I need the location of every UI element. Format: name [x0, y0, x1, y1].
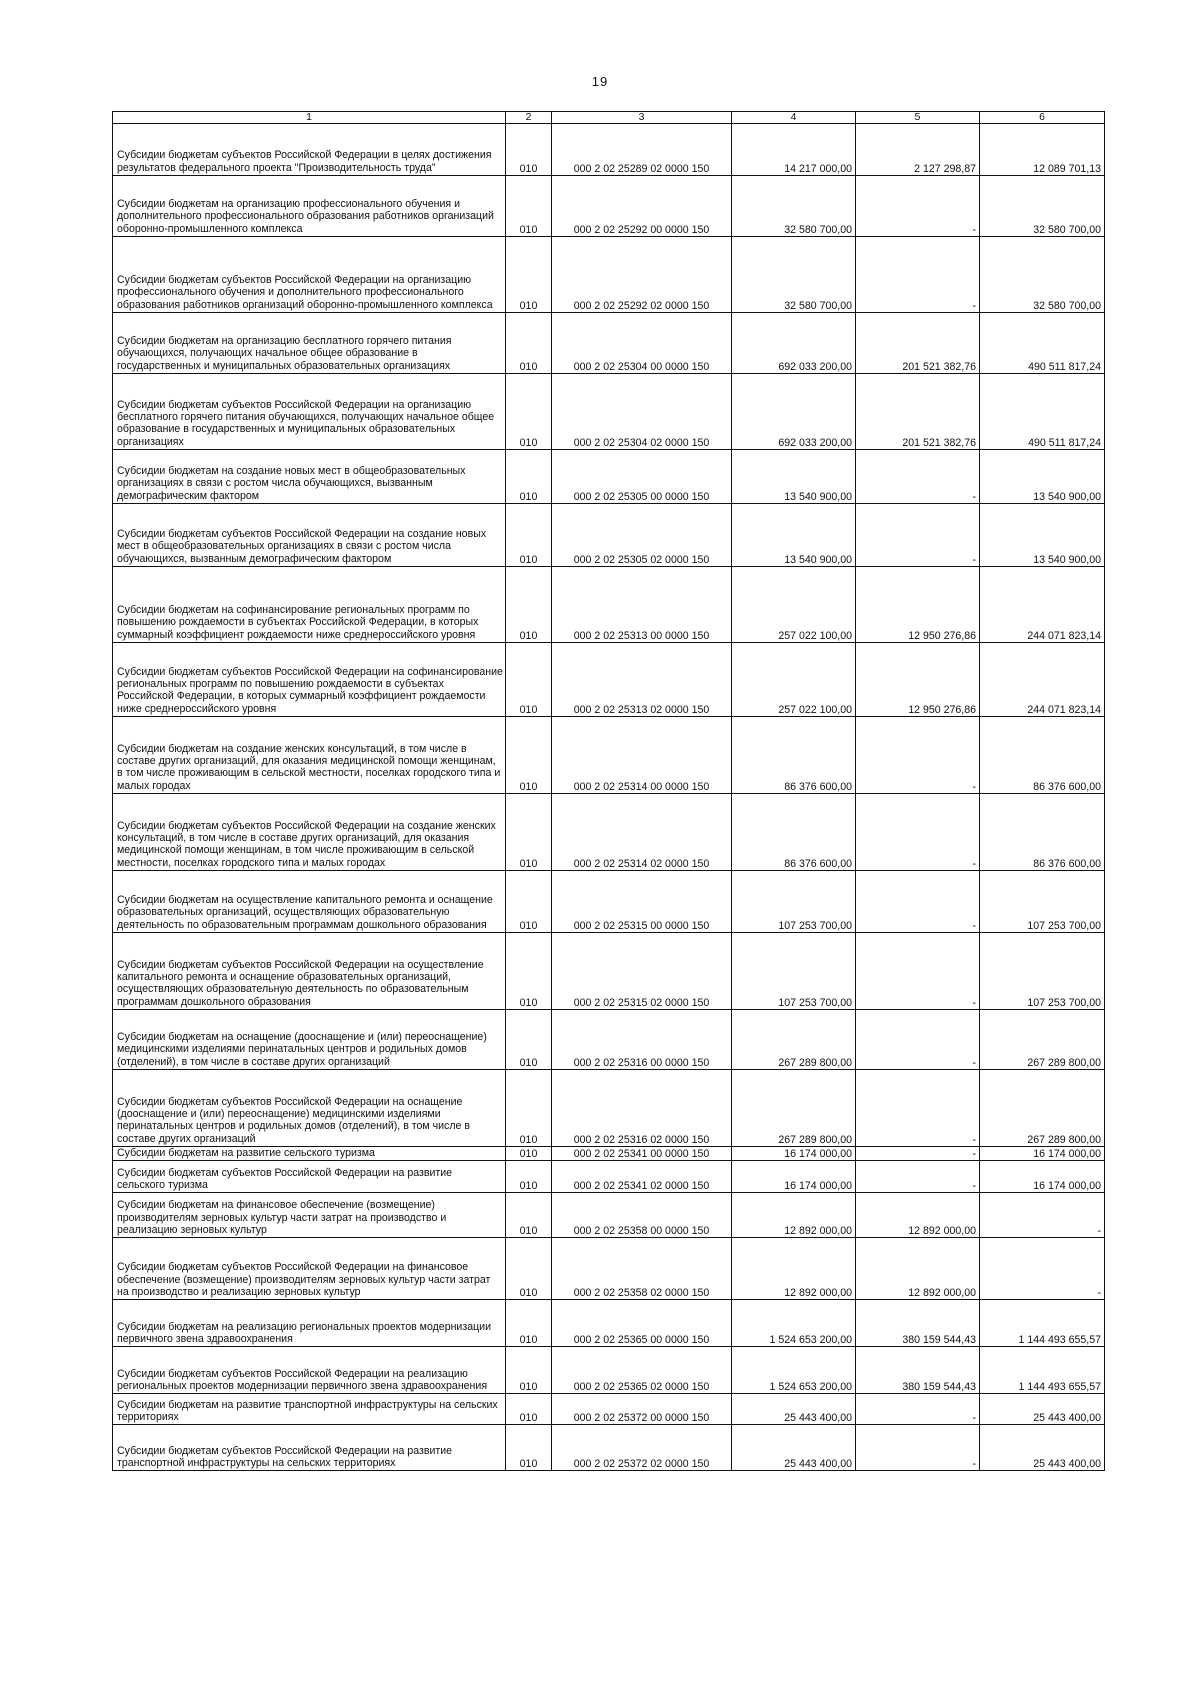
income-name-cell: Субсидии бюджетам субъектов Российской Федерации в целях достижения результатов федерального проекта "Производительность труда"	[113, 124, 506, 176]
table-row	[113, 313, 1105, 374]
income-name-cell: Субсидии бюджетам субъектов Российской Федерации на создание женских консультаций, в том числе в составе других организаций, для оказания медицинской помощи женщинам, в том числе проживающим в сельской местности, поселках городского типа и малых городах	[113, 794, 506, 871]
remaining-amount-cell: -	[980, 1193, 1105, 1238]
approved-amount-cell: 267 289 800,00	[732, 1010, 856, 1070]
classification-code-cell: 000 2 02 25313 02 0000 150	[552, 643, 732, 717]
classification-code-cell: 000 2 02 25358 00 0000 150	[552, 1193, 732, 1238]
remaining-amount-cell: -	[980, 1238, 1105, 1300]
line-code-cell: 010	[506, 1193, 552, 1238]
line-code-cell: 010	[506, 1394, 552, 1425]
line-code-cell: 010	[506, 1010, 552, 1070]
approved-amount-cell: 13 540 900,00	[732, 450, 856, 504]
classification-code-cell: 000 2 02 25305 00 0000 150	[552, 450, 732, 504]
table-row	[113, 1193, 1105, 1238]
classification-code-cell: 000 2 02 25341 00 0000 150	[552, 1147, 732, 1161]
table-row	[113, 450, 1105, 504]
income-name-cell: Субсидии бюджетам на организацию профессионального обучения и дополнительного профессионального образования работников организаций оборонно-промышленного комплекса	[113, 176, 506, 237]
income-name-cell: Субсидии бюджетам на финансовое обеспечение (возмещение) производителям зерновых культур части затрат на производство и реализацию зерновых культур	[113, 1193, 506, 1238]
approved-amount-cell: 16 174 000,00	[732, 1147, 856, 1161]
remaining-amount-cell: 32 580 700,00	[980, 237, 1105, 313]
executed-amount-cell: -	[856, 176, 980, 237]
executed-amount-cell: -	[856, 1425, 980, 1471]
column-header-2: 2	[506, 112, 552, 124]
remaining-amount-cell: 107 253 700,00	[980, 933, 1105, 1010]
table-row	[113, 643, 1105, 717]
line-code-cell: 010	[506, 313, 552, 374]
column-header-5: 5	[856, 112, 980, 124]
remaining-amount-cell: 244 071 823,14	[980, 643, 1105, 717]
classification-code-cell: 000 2 02 25372 00 0000 150	[552, 1394, 732, 1425]
classification-code-cell: 000 2 02 25341 02 0000 150	[552, 1161, 732, 1193]
column-header-1: 1	[113, 112, 506, 124]
line-code-cell: 010	[506, 124, 552, 176]
table-row	[113, 504, 1105, 567]
line-code-cell: 010	[506, 504, 552, 567]
approved-amount-cell: 692 033 200,00	[732, 374, 856, 450]
income-name-cell: Субсидии бюджетам на организацию бесплатного горячего питания обучающихся, получающих начальное общее образование в государственных и муниципальных образовательных организациях	[113, 313, 506, 374]
approved-amount-cell: 32 580 700,00	[732, 176, 856, 237]
table-row	[113, 567, 1105, 643]
income-name-cell: Субсидии бюджетам на создание новых мест в общеобразовательных организациях в связи с ростом числа обучающихся, вызванным демографическим фактором	[113, 450, 506, 504]
table-row	[113, 124, 1105, 176]
approved-amount-cell: 25 443 400,00	[732, 1425, 856, 1471]
table-row	[113, 1161, 1105, 1193]
approved-amount-cell: 86 376 600,00	[732, 794, 856, 871]
approved-amount-cell: 692 033 200,00	[732, 313, 856, 374]
executed-amount-cell: 201 521 382,76	[856, 374, 980, 450]
table-row	[113, 1147, 1105, 1161]
line-code-cell: 010	[506, 794, 552, 871]
line-code-cell: 010	[506, 643, 552, 717]
column-header-3: 3	[552, 112, 732, 124]
table-row	[113, 237, 1105, 313]
approved-amount-cell: 12 892 000,00	[732, 1193, 856, 1238]
approved-amount-cell: 86 376 600,00	[732, 717, 856, 794]
income-name-cell: Субсидии бюджетам субъектов Российской Федерации на осуществление капитального ремонта и оснащение образовательных организаций, осуществляющих образовательную деятельность по образовательным программам дошкольного образования	[113, 933, 506, 1010]
table-row	[113, 933, 1105, 1010]
classification-code-cell: 000 2 02 25314 02 0000 150	[552, 794, 732, 871]
remaining-amount-cell: 490 511 817,24	[980, 374, 1105, 450]
classification-code-cell: 000 2 02 25316 02 0000 150	[552, 1070, 732, 1147]
table-row	[113, 1394, 1105, 1425]
table-row	[113, 1010, 1105, 1070]
line-code-cell: 010	[506, 567, 552, 643]
approved-amount-cell: 107 253 700,00	[732, 871, 856, 933]
executed-amount-cell: -	[856, 871, 980, 933]
income-name-cell: Субсидии бюджетам субъектов Российской Федерации на оснащение (дооснащение и (или) переоснащение) медицинскими изделиями перинатальных центров и родильных домов (отделений), в том числе в составе других организаций	[113, 1070, 506, 1147]
income-name-cell: Субсидии бюджетам субъектов Российской Федерации на финансовое обеспечение (возмещение) производителям зерновых культур части затрат на производство и реализацию зерновых культур	[113, 1238, 506, 1300]
approved-amount-cell: 12 892 000,00	[732, 1238, 856, 1300]
executed-amount-cell: 12 892 000,00	[856, 1193, 980, 1238]
income-name-cell: Субсидии бюджетам на развитие сельского туризма	[113, 1147, 506, 1161]
remaining-amount-cell: 107 253 700,00	[980, 871, 1105, 933]
income-name-cell: Субсидии бюджетам субъектов Российской Федерации на развитие транспортной инфраструктуры на сельских территориях	[113, 1425, 506, 1471]
table-row	[113, 1347, 1105, 1394]
line-code-cell: 010	[506, 374, 552, 450]
classification-code-cell: 000 2 02 25289 02 0000 150	[552, 124, 732, 176]
income-name-cell: Субсидии бюджетам субъектов Российской Федерации на организацию профессионального обучения и дополнительного профессионального образования работников организаций оборонно-промышленного комплекса	[113, 237, 506, 313]
executed-amount-cell: 380 159 544,43	[856, 1300, 980, 1347]
classification-code-cell: 000 2 02 25305 02 0000 150	[552, 504, 732, 567]
executed-amount-cell: -	[856, 1147, 980, 1161]
table-row	[113, 794, 1105, 871]
approved-amount-cell: 257 022 100,00	[732, 567, 856, 643]
line-code-cell: 010	[506, 1147, 552, 1161]
table-row	[113, 1425, 1105, 1471]
line-code-cell: 010	[506, 176, 552, 237]
table-row	[113, 717, 1105, 794]
page-number: 19	[591, 74, 609, 89]
classification-code-cell: 000 2 02 25372 02 0000 150	[552, 1425, 732, 1471]
income-name-cell: Субсидии бюджетам субъектов Российской Федерации на организацию бесплатного горячего питания обучающихся, получающих начальное общее образование в государственных и муниципальных образовательных организациях	[113, 374, 506, 450]
table-row	[113, 1300, 1105, 1347]
table-row	[113, 374, 1105, 450]
approved-amount-cell: 107 253 700,00	[732, 933, 856, 1010]
remaining-amount-cell: 16 174 000,00	[980, 1161, 1105, 1193]
approved-amount-cell: 14 217 000,00	[732, 124, 856, 176]
line-code-cell: 010	[506, 871, 552, 933]
column-number-header-row	[113, 112, 1105, 124]
executed-amount-cell: -	[856, 1070, 980, 1147]
approved-amount-cell: 1 524 653 200,00	[732, 1347, 856, 1394]
income-name-cell: Субсидии бюджетам на создание женских консультаций, в том числе в составе других организаций, для оказания медицинской помощи женщинам, в том числе проживающим в сельской местности, поселках городского типа и малых городах	[113, 717, 506, 794]
line-code-cell: 010	[506, 1425, 552, 1471]
classification-code-cell: 000 2 02 25314 00 0000 150	[552, 717, 732, 794]
approved-amount-cell: 32 580 700,00	[732, 237, 856, 313]
classification-code-cell: 000 2 02 25292 02 0000 150	[552, 237, 732, 313]
income-name-cell: Субсидии бюджетам на развитие транспортной инфраструктуры на сельских территориях	[113, 1394, 506, 1425]
executed-amount-cell: -	[856, 450, 980, 504]
remaining-amount-cell: 25 443 400,00	[980, 1425, 1105, 1471]
executed-amount-cell: 12 950 276,86	[856, 567, 980, 643]
income-name-cell: Субсидии бюджетам субъектов Российской Федерации на реализацию региональных проектов модернизации первичного звена здравоохранения	[113, 1347, 506, 1394]
classification-code-cell: 000 2 02 25304 00 0000 150	[552, 313, 732, 374]
classification-code-cell: 000 2 02 25358 02 0000 150	[552, 1238, 732, 1300]
line-code-cell: 010	[506, 1161, 552, 1193]
classification-code-cell: 000 2 02 25315 00 0000 150	[552, 871, 732, 933]
income-name-cell: Субсидии бюджетам на оснащение (дооснащение и (или) переоснащение) медицинскими изделиями перинатальных центров и родильных домов (отделений), в том числе в составе других организаций	[113, 1010, 506, 1070]
income-name-cell: Субсидии бюджетам на осуществление капитального ремонта и оснащение образовательных организаций, осуществляющих образовательную деятельность по образовательным программам дошкольного образования	[113, 871, 506, 933]
classification-code-cell: 000 2 02 25313 00 0000 150	[552, 567, 732, 643]
income-name-cell: Субсидии бюджетам субъектов Российской Федерации на софинансирование региональных программ по повышению рождаемости в субъектах Российской Федерации, в которых суммарный коэффициент рождаемости ниже среднероссийского уровня	[113, 643, 506, 717]
line-code-cell: 010	[506, 1347, 552, 1394]
line-code-cell: 010	[506, 717, 552, 794]
remaining-amount-cell: 12 089 701,13	[980, 124, 1105, 176]
classification-code-cell: 000 2 02 25315 02 0000 150	[552, 933, 732, 1010]
executed-amount-cell: 12 950 276,86	[856, 643, 980, 717]
executed-amount-cell: 2 127 298,87	[856, 124, 980, 176]
remaining-amount-cell: 16 174 000,00	[980, 1147, 1105, 1161]
executed-amount-cell: -	[856, 1394, 980, 1425]
table-row	[113, 176, 1105, 237]
approved-amount-cell: 267 289 800,00	[732, 1070, 856, 1147]
executed-amount-cell: -	[856, 504, 980, 567]
executed-amount-cell: -	[856, 933, 980, 1010]
classification-code-cell: 000 2 02 25365 00 0000 150	[552, 1300, 732, 1347]
column-header-6: 6	[980, 112, 1105, 124]
remaining-amount-cell: 1 144 493 655,57	[980, 1347, 1105, 1394]
executed-amount-cell: 201 521 382,76	[856, 313, 980, 374]
table-row	[113, 871, 1105, 933]
line-code-cell: 010	[506, 237, 552, 313]
executed-amount-cell: -	[856, 1161, 980, 1193]
remaining-amount-cell: 490 511 817,24	[980, 313, 1105, 374]
line-code-cell: 010	[506, 1238, 552, 1300]
executed-amount-cell: 380 159 544,43	[856, 1347, 980, 1394]
line-code-cell: 010	[506, 1300, 552, 1347]
remaining-amount-cell: 267 289 800,00	[980, 1070, 1105, 1147]
approved-amount-cell: 1 524 653 200,00	[732, 1300, 856, 1347]
executed-amount-cell: -	[856, 717, 980, 794]
remaining-amount-cell: 86 376 600,00	[980, 717, 1105, 794]
remaining-amount-cell: 86 376 600,00	[980, 794, 1105, 871]
remaining-amount-cell: 32 580 700,00	[980, 176, 1105, 237]
executed-amount-cell: -	[856, 794, 980, 871]
classification-code-cell: 000 2 02 25316 00 0000 150	[552, 1010, 732, 1070]
classification-code-cell: 000 2 02 25304 02 0000 150	[552, 374, 732, 450]
income-name-cell: Субсидии бюджетам на софинансирование региональных программ по повышению рождаемости в субъектах Российской Федерации, в которых суммарный коэффициент рождаемости ниже среднероссийского уровня	[113, 567, 506, 643]
executed-amount-cell: -	[856, 237, 980, 313]
approved-amount-cell: 257 022 100,00	[732, 643, 856, 717]
remaining-amount-cell: 25 443 400,00	[980, 1394, 1105, 1425]
approved-amount-cell: 25 443 400,00	[732, 1394, 856, 1425]
table-row	[113, 1070, 1105, 1147]
remaining-amount-cell: 1 144 493 655,57	[980, 1300, 1105, 1347]
income-name-cell: Субсидии бюджетам на реализацию региональных проектов модернизации первичного звена здравоохранения	[113, 1300, 506, 1347]
remaining-amount-cell: 267 289 800,00	[980, 1010, 1105, 1070]
executed-amount-cell: -	[856, 1010, 980, 1070]
remaining-amount-cell: 13 540 900,00	[980, 504, 1105, 567]
income-name-cell: Субсидии бюджетам субъектов Российской Федерации на развитие сельского туризма	[113, 1161, 506, 1193]
remaining-amount-cell: 13 540 900,00	[980, 450, 1105, 504]
line-code-cell: 010	[506, 1070, 552, 1147]
approved-amount-cell: 13 540 900,00	[732, 504, 856, 567]
budget-execution-table	[112, 111, 1105, 1471]
approved-amount-cell: 16 174 000,00	[732, 1161, 856, 1193]
income-name-cell: Субсидии бюджетам субъектов Российской Федерации на создание новых мест в общеобразовательных организациях в связи с ростом числа обучающихся, вызванным демографическим фактором	[113, 504, 506, 567]
table-row	[113, 1238, 1105, 1300]
executed-amount-cell: 12 892 000,00	[856, 1238, 980, 1300]
classification-code-cell: 000 2 02 25292 00 0000 150	[552, 176, 732, 237]
line-code-cell: 010	[506, 450, 552, 504]
column-header-4: 4	[732, 112, 856, 124]
classification-code-cell: 000 2 02 25365 02 0000 150	[552, 1347, 732, 1394]
line-code-cell: 010	[506, 933, 552, 1010]
remaining-amount-cell: 244 071 823,14	[980, 567, 1105, 643]
